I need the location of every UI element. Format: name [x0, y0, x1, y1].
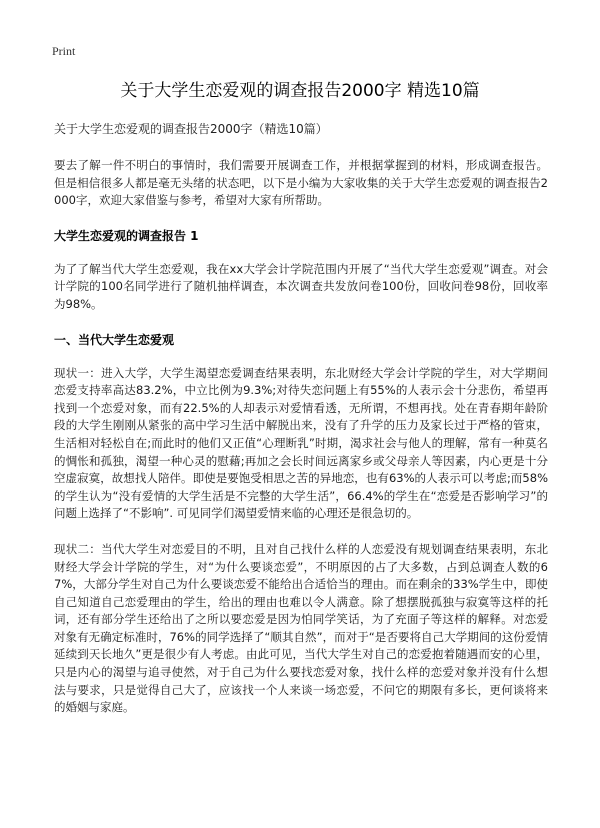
intro-paragraph: 要去了解一件不明白的事情时，我们需要开展调查工作，并根据掌握到的材料，形成调查报告。但是相信很多人都是毫无头绪的状态吧，以下是小编为大家收集的关于大学生恋爱观的调查报告2000字，欢迎大家借鉴与参考，希望对大家有所帮助。	[54, 158, 548, 208]
status-one-paragraph: 现状一：进入大学，大学生渴望恋爱调查结果表明，东北财经大学会计学院的学生，对大学期间恋爱支持率高达83.2%，中立比例为9.3%;对待失恋问题上有55%的人表示会十分悲伤，希望再找到一个恋爱对象，而有22.5%的人却表示对爱情看透，无所谓，不想再找。处在青春期年龄阶段的大学生刚刚从紧张的高中学习生活中解脱出来，没有了升学的压力及家长过于严格的管束，生活相对轻松自在;而此时的他们又正值“心理断乳”时期，渴求社会与他人的理解，常有一种莫名的惆怅和孤独，渴望一种心灵的慰藉;再加之会长时间远离家乡或父母亲人等因素，内心更是十分空虚寂寞，故想找人陪伴。即使是要饱受相思之苦的异地恋，也有63%的人表示可以考虑;而58%的学生认为“没有爱情的大学生活是不完整的大学生活”，66.4%的学生在“恋爱是否影响学习”的问题上选择了“不影响”. 可见同学们渴望爱情来临的心理还是很急切的。	[54, 365, 548, 521]
report-heading: 大学生恋爱观的调查报告 1	[54, 228, 199, 243]
document-content	[54, 120, 548, 735]
section-heading: 一、当代大学生恋爱观	[54, 332, 175, 347]
print-link[interactable]: Print	[52, 44, 76, 58]
document-subtitle: 关于大学生恋爱观的调查报告2000字（精选10篇）	[54, 122, 328, 136]
status-two-paragraph: 现状二：当代大学生对恋爱目的不明，且对自己找什么样的人恋爱没有规划调查结果表明，东北财经大学会计学院的学生，对“为什么要谈恋爱”，不明原因的占了大多数，占到总调查人数的67%，大部分学生对自己为什么要谈恋爱不能给出合适恰当的理由。而在剩余的33%学生中，即使自己知道自己恋爱理由的学生，给出的理由也难以令人满意。除了想摆脱孤独与寂寞等这样的托词，还有部分学生还给出了之所以要恋爱是因为怕同学笑话，为了充面子等这样的解释。对恋爱对象有无确定标准时，76%的同学选择了“顺其自然”，而对于“是否要将自己大学期间的这份爱情延续到天长地久”更是很少有人考虑。由此可见，当代大学生对自己的恋爱抱着随遇而安的心里，只是内心的渴望与追寻使然，对于自己为什么要找恋爱对象，找什么样的恋爱对象并没有什么想法与要求，只是觉得自己大了，应该找一个人来谈一场恋爱，不问它的期限有多长，更何谈将来的婚姻与家庭。	[54, 541, 548, 715]
document-title: 关于大学生恋爱观的调查报告2000字 精选10篇	[120, 81, 480, 101]
report-paragraph: 为了了解当代大学生恋爱观，我在xx大学会计学院范围内开展了“当代大学生恋爱观”调查。对会计学院的100名同学进行了随机抽样调查，本次调查共发放问卷100份，回收问卷98份，回收率为98%。	[54, 261, 548, 311]
